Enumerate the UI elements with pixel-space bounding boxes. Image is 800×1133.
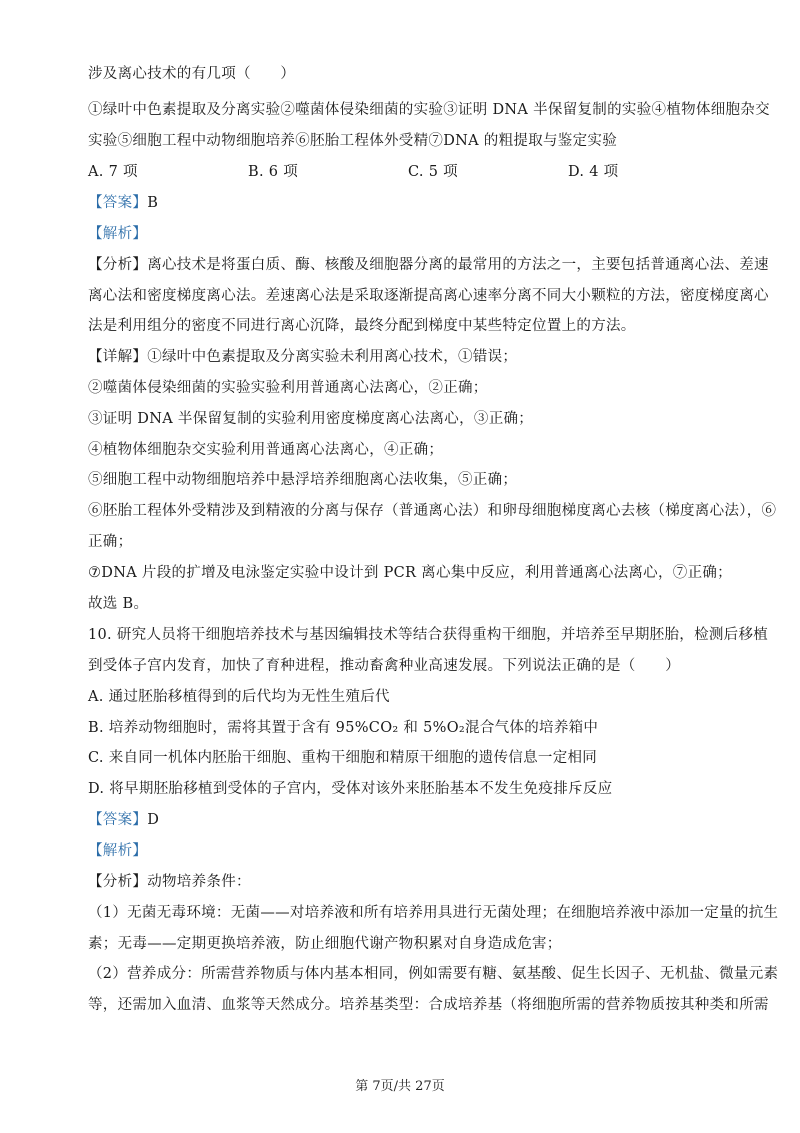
q9-detail-line-6a: ⑥胚胎工程体外受精涉及到精液的分离与保存（普通离心法）和卵母细胞梯度离心去核（梯度离心法），⑥ [88,503,777,519]
q9-fenxi-line-2: 离心法和密度梯度离心法。差速离心法是采取逐渐提高离心速率分离不同大小颗粒的方法，密度梯度离心 [88,288,769,304]
q10-option-c: C. 来自同一机体内胚胎干细胞、重构干细胞和精原干细胞的遗传信息一定相同 [88,750,598,766]
q9-fenxi-line-1 [88,255,769,275]
q10-stem-line-2: 到受体子宫内发育，加快了育种进程，推动畜禽种业高速发展。下列说法正确的是（ ） [88,658,680,674]
answer-value: D [147,812,160,828]
page-footer: 第 7页/共 27页 [355,1079,445,1094]
q10-fenxi [88,872,728,892]
q9-detail-line-1 [88,347,728,367]
q9-detail-line-3: ③证明 DNA 半保留复制的实验利用密度梯度离心法离心，③正确； [88,411,534,427]
xiangjie-text: ①绿叶中色素提取及分离实验未利用离心技术，①错误； [147,349,518,365]
q9-options [88,162,728,182]
q10-condition-1a: （1）无菌无毒环境：无菌——对培养液和所有培养用具进行无菌处理；在细胞培养液中添加一定量的抗生 [88,905,779,921]
fenxi-tag: 【分析】 [88,874,148,890]
q10-condition-1b: 素；无毒——定期更换培养液，防止细胞代谢产物积累对自身造成危害； [88,936,562,952]
xiangjie-tag: 【详解】 [88,349,148,365]
q10-stem-line-1: 10. 研究人员将干细胞培养技术与基因编辑技术等结合获得重构干细胞，并培养至早期胚胎，检测后移植 [88,627,769,643]
q9-option-c: C. 5 项 [408,164,458,180]
q9-detail-line-6b: 正确； [88,534,133,550]
answer-value: B [147,195,159,211]
q10-condition-2b: 等，还需加入血清、血浆等天然成分。培养基类型：合成培养基（将细胞所需的营养物质按其种类和所需 [88,997,769,1013]
q9-items-line-2: 实验⑤细胞工程中动物细胞培养⑥胚胎工程体外受精⑦DNA 的粗提取与鉴定实验 [88,133,617,149]
q9-conclusion: 故选 B。 [88,596,149,612]
q10-condition-2a: （2）营养成分：所需营养物质与体内基本相同，例如需要有糖、氨基酸、促生长因子、无机盐、微量元素 [88,966,779,982]
fenxi-text: 动物培养条件： [147,874,251,890]
q10-option-b: B. 培养动物细胞时，需将其置于含有 95%CO₂ 和 5%O₂混合气体的培养箱中 [88,720,599,736]
q9-option-d: D. 4 项 [568,164,619,180]
q10-option-a: A. 通过胚胎移植得到的后代均为无性生殖后代 [88,689,390,705]
q9-detail-line-4: ④植物体细胞杂交实验利用普通离心法离心，④正确； [88,442,444,458]
answer-tag: 【答案】 [88,812,148,828]
q9-detail-line-5: ⑤细胞工程中动物细胞培养中悬浮培养细胞离心法收集，⑤正确； [88,472,518,488]
q10-analysis-tag: 【解析】 [88,843,148,859]
q9-detail-line-7: ⑦DNA 片段的扩增及电泳鉴定实验中设计到 PCR 离心集中反应，利用普通离心法离心，⑦正确； [88,565,732,581]
q9-analysis-tag: 【解析】 [88,226,148,242]
fenxi-tag: 【分析】 [88,257,148,273]
q9-stem: 涉及离心技术的有几项（ ） [88,66,296,82]
q9-answer [88,193,728,213]
answer-tag: 【答案】 [88,195,148,211]
q10-option-d: D. 将早期胚胎移植到受体的子宫内，受体对该外来胚胎基本不发生免疫排斥反应 [88,781,613,797]
q9-fenxi-line-3: 法是利用组分的密度不同进行离心沉降，最终分配到梯度中某些特定位置上的方法。 [88,318,636,334]
q9-items-line-1: ①绿叶中色素提取及分离实验②噬菌体侵染细菌的实验③证明 DNA 半保留复制的实验④植物体细胞杂交 [88,102,770,118]
q9-option-b: B. 6 项 [248,164,299,180]
fenxi-text: 离心技术是将蛋白质、酶、核酸及细胞器分离的最常用的方法之一，主要包括普通离心法、差速 [147,257,769,273]
q9-detail-line-2: ②噬菌体侵染细菌的实验实验利用普通离心法离心，②正确； [88,380,488,396]
q10-answer [88,810,728,830]
q9-option-a: A. 7 项 [88,164,138,180]
